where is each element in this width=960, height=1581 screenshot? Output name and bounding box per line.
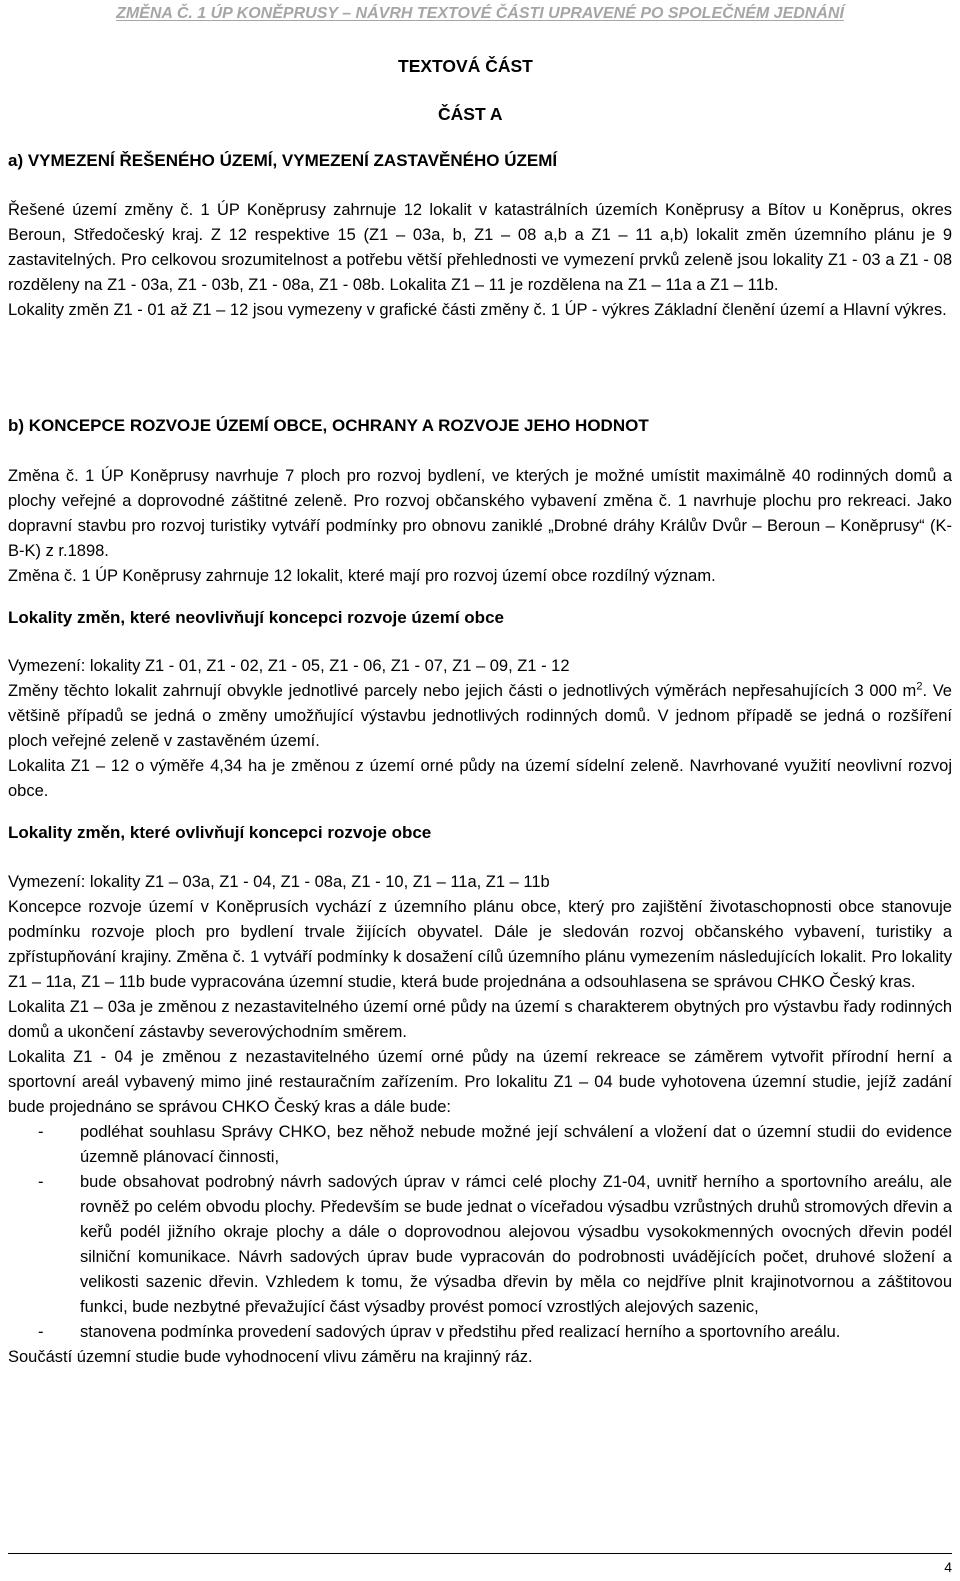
non-influencing-heading: Lokality změn, které neovlivňují koncepci rozvoje území obce: [8, 608, 504, 627]
list-item: - bude obsahovat podrobný návrh sadových úprav v rámci celé plochy Z1-04, uvnitř herního a sportovního areálu, ale rovněž po celém obvodu plochy. Především se bude jednat o víceřadou výsadbu vzrůstných druhů stromových dřevin a keřů podél jižního okraje plochy a dále o doprovodnou alejovou výsadbu vysokokmenných ovocných dřevin podél silniční komunikace. Návrh sadových úprav bude vypracován do podrobnosti uvádějících počet, druhové složení a velikosti sazenic dřevin. Vzhledem k tomu, že výsadba dřevin by měla co nejdříve plnit krajinotvornou a záštitovou funkci, bude nezbytné převažující část výsadby provést pomocí vzrostlých alejových sazenic,: [8, 1170, 952, 1320]
footer-divider: [8, 1553, 952, 1554]
section-b-paragraph: Změna č. 1 ÚP Koněprusy navrhuje 7 ploch pro rozvoj bydlení, ve kterých je možné umístit maximálně 40 rodinných domů a plochy veřejné a doprovodné záštitné zeleně. Pro rozvoj občanského vybavení změna č. 1 navrhuje plochu pro rekreaci. Jako dopravní stavbu pro rozvoj turistiky vytváří podmínky pro obnovu zaniklé „Drobné dráhy Králův Dvůr – Beroun – Koněprusy“ (K-B-K) z r.1898.: [8, 467, 952, 560]
section-b-body: [8, 464, 952, 589]
list-item: - podléhat souhlasu Správy CHKO, bez něhož nebude možné její schválení a vložení dat o územní studii do evidence územně plánovací činnosti,: [8, 1120, 952, 1170]
section-b-heading: b) KONCEPCE ROZVOJE ÚZEMÍ OBCE, OCHRANY A ROZVOJE JEHO HODNOT: [8, 416, 649, 435]
influencing-definition: Vymezení: lokality Z1 – 03a, Z1 - 04, Z1 - 08a, Z1 - 10, Z1 – 11a, Z1 – 11b: [8, 873, 550, 891]
title-part-a: ČÁST A: [438, 104, 503, 124]
running-header: ZMĚNA Č. 1 ÚP KONĚPRUSY – NÁVRH TEXTOVÉ ČÁSTI UPRAVENÉ PO SPOLEČNÉM JEDNÁNÍ: [116, 5, 844, 22]
influencing-paragraph-3: Lokalita Z1 - 04 je změnou z nezastavitelného území orné půdy na území rekreace se záměrem vytvořit přírodní herní a sportovní areál vybavený mimo jiné restauračním zařízením. Pro lokalitu Z1 – 04 bude vyhotovena územní studie, jejíž zadání bude projednáno se správou CHKO Český kras a dále bude:: [8, 1048, 952, 1116]
section-b-paragraph-2: Změna č. 1 ÚP Koněprusy zahrnuje 12 lokalit, které mají pro rozvoj území obce rozdílný význam.: [8, 567, 716, 585]
section-a-paragraph: Řešené území změny č. 1 ÚP Koněprusy zahrnuje 12 lokalit v katastrálních územích Koněprusy a Bítov u Koněprus, okres Beroun, Středočeský kraj. Z 12 respektive 15 (Z1 – 03a, b, Z1 – 08 a,b a Z1 – 11 a,b) lokalit změn územního plánu je 9 zastavitelných. Pro celkovou srozumitelnost a potřebu větší přehlednosti ve vymezení prvků zeleně jsou lokality Z1 - 03 a Z1 - 08 rozděleny na Z1 - 03a, Z1 - 03b, Z1 - 08a, Z1 - 08b. Lokalita Z1 – 11 je rozdělena na Z1 – 11a a Z1 – 11b.: [8, 201, 952, 294]
influencing-heading: Lokality změn, které ovlivňují koncepci rozvoje obce: [8, 823, 432, 842]
requirements-list: [8, 1120, 952, 1345]
influencing-closing: Součástí územní studie bude vyhodnocení vlivu záměru na krajinný ráz.: [8, 1348, 533, 1366]
section-a-body: [8, 198, 952, 323]
influencing-paragraph-1: Koncepce rozvoje území v Koněprusích vychází z územního plánu obce, který pro zajištění životaschopnosti obce stanovuje podmínku rozvoje ploch pro bydlení trvale žijících obyvatel. Dále je sledován rozvoj občanského vybavení, turistiky a zpřístupňování krajiny. Změna č. 1 vytváří podmínky k dosažení cílů územního plánu vymezením následujících lokalit. Pro lokality Z1 – 11a, Z1 – 11b bude vypracována územní studie, která bude projednána a odsouhlasena se správou CHKO Český kras.: [8, 898, 952, 991]
non-influencing-body: [8, 654, 952, 804]
list-item: - stanovena podmínka provedení sadových úprav v předstihu před realizací herního a sportovního areálu.: [8, 1320, 952, 1345]
page-number: 4: [944, 1559, 952, 1575]
list-dash: -: [38, 1173, 44, 1191]
list-dash: -: [38, 1323, 44, 1341]
non-influencing-paragraph-2: Lokalita Z1 – 12 o výměře 4,34 ha je změnou z území orné půdy na území sídelní zeleně. Navrhované využití neovlivní rozvoj obce.: [8, 757, 952, 800]
influencing-paragraph-2: Lokalita Z1 – 03a je změnou z nezastavitelného území orné půdy na území s charakterem obytných pro výstavbu řady rodinných domů a ukončení zástavby severovýchodním směrem.: [8, 998, 952, 1041]
influencing-body: [8, 870, 952, 1370]
section-a-heading: a) VYMEZENÍ ŘEŠENÉHO ÚZEMÍ, VYMEZENÍ ZASTAVĚNÉHO ÚZEMÍ: [8, 151, 558, 170]
section-a-paragraph-2: Lokality změn Z1 - 01 až Z1 – 12 jsou vymezeny v grafické části změny č. 1 ÚP - výkres Základní členění území a Hlavní výkres.: [8, 301, 947, 319]
title-text-part: TEXTOVÁ ČÁST: [398, 56, 533, 76]
non-influencing-paragraph: Změny těchto lokalit zahrnují obvykle jednotlivé parcely nebo jejich části o jednotlivých výměrách nepřesahujících 3 000 $m^2$. Ve většině případů se jedná o změny umožňující výstavbu jednotlivých rodinných domů. V jednom případě se jedná o rozšíření ploch veřejné zeleně v zastavěném území.: [8, 680, 952, 750]
non-influencing-definition: Vymezení: lokality Z1 - 01, Z1 - 02, Z1 - 05, Z1 - 06, Z1 - 07, Z1 – 09, Z1 - 12: [8, 657, 570, 675]
list-dash: -: [38, 1123, 44, 1141]
